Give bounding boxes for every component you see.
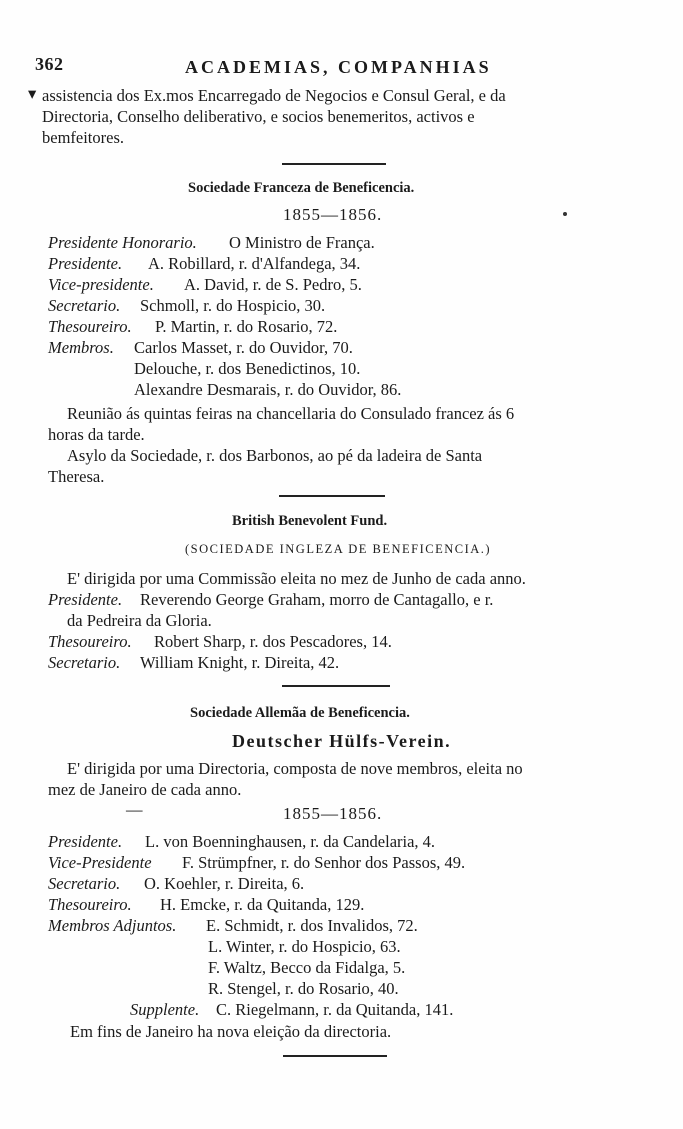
role-label: Membros Adjuntos. <box>48 916 177 935</box>
paragraph-line: Theresa. <box>48 467 105 486</box>
paragraph-line: E' dirigida por uma Commissão eleita no mez de Junho de cada anno. <box>67 569 526 588</box>
section-title-allemaa: Sociedade Allemãa de Beneficencia. <box>190 705 410 721</box>
entry-text: L. von Boenninghausen, r. da Candelaria, 4. <box>145 832 436 851</box>
section-title-british: British Benevolent Fund. <box>232 513 388 529</box>
role-label: Thesoureiro. <box>48 317 132 336</box>
section-years: 1855—1856. <box>283 804 383 823</box>
role-label: Membros. <box>48 338 114 357</box>
section-divider <box>282 685 390 687</box>
entry-text: A. David, r. de S. Pedro, 5. <box>184 275 362 294</box>
member-line: F. Waltz, Becco da Fidalga, 5. <box>208 958 406 977</box>
paragraph-line: E' dirigida por uma Directoria, composta de nove membros, eleita no <box>67 759 523 778</box>
role-label: Vice-presidente. <box>48 275 154 294</box>
entry-text: Robert Sharp, r. dos Pescadores, 14. <box>154 632 392 651</box>
role-label: Thesoureiro. <box>48 632 132 651</box>
page-number: 362 <box>35 54 64 74</box>
entry-text: O Ministro de França. <box>229 233 375 252</box>
closing-line: Em fins de Janeiro ha nova eleição da directoria. <box>70 1022 392 1041</box>
entry-text: Reverendo George Graham, morro de Cantagallo, e r. <box>140 590 494 609</box>
section-divider <box>282 163 386 165</box>
ink-dot <box>563 212 567 216</box>
role-label: Presidente Honorario. <box>48 233 197 252</box>
german-title: Deutscher Hülfs-Verein. <box>232 731 452 751</box>
entry-text: William Knight, r. Direita, 42. <box>140 653 340 672</box>
role-label: Secretario. <box>48 296 121 315</box>
paragraph-line: mez de Janeiro de cada anno. <box>48 780 242 799</box>
entry-text-cont: da Pedreira da Gloria. <box>67 611 212 630</box>
entry-text: H. Emcke, r. da Quitanda, 129. <box>160 895 365 914</box>
role-label: Secretario. <box>48 653 121 672</box>
member-line: Alexandre Desmarais, r. do Ouvidor, 86. <box>134 380 402 399</box>
member-line: L. Winter, r. do Hospicio, 63. <box>208 937 401 956</box>
paragraph-line: Reunião ás quintas feiras na chancellaria do Consulado francez ás 6 <box>67 404 515 423</box>
entry-text: P. Martin, r. do Rosario, 72. <box>155 317 338 336</box>
paragraph-line: Asylo da Sociedade, r. dos Barbonos, ao pé da ladeira de Santa <box>67 446 483 465</box>
entry-text: E. Schmidt, r. dos Invalidos, 72. <box>206 916 418 935</box>
section-subtitle: (SOCIEDADE INGLEZA DE BENEFICENCIA.) <box>185 542 492 556</box>
section-divider <box>279 495 385 497</box>
role-label: Presidente. <box>48 590 123 609</box>
role-label: Presidente. <box>48 832 123 851</box>
running-title: ACADEMIAS, COMPANHIAS <box>185 57 492 77</box>
member-line: Delouche, r. dos Benedictinos, 10. <box>134 359 361 378</box>
entry-text: C. Riegelmann, r. da Quitanda, 141. <box>216 1000 454 1019</box>
role-label: Supplente. <box>130 1000 200 1019</box>
entry-text: O. Koehler, r. Direita, 6. <box>144 874 305 893</box>
intro-line-1: assistencia dos Ex.mos Encarregado de Negocios e Consul Geral, e da <box>42 86 506 105</box>
paragraph-line: horas da tarde. <box>48 425 145 444</box>
entry-text: Carlos Masset, r. do Ouvidor, 70. <box>134 338 353 357</box>
role-label: Vice-Presidente <box>48 853 152 872</box>
section-divider <box>283 1055 387 1057</box>
entry-text: F. Strümpfner, r. do Senhor dos Passos, 49. <box>182 853 466 872</box>
entry-text: A. Robillard, r. d'Alfandega, 34. <box>148 254 361 273</box>
intro-line-3: bemfeitores. <box>42 128 125 147</box>
bullet-mark: ▾ <box>28 84 37 103</box>
member-line: R. Stengel, r. do Rosario, 40. <box>208 979 399 998</box>
entry-text: Schmoll, r. do Hospicio, 30. <box>140 296 326 315</box>
role-label: Presidente. <box>48 254 123 273</box>
section-years: 1855—1856. <box>283 205 383 224</box>
role-label: Thesoureiro. <box>48 895 132 914</box>
section-title-franceza: Sociedade Franceza de Beneficencia. <box>188 180 415 196</box>
dash-mark: — <box>126 800 143 819</box>
intro-line-2: Directoria, Conselho deliberativo, e socios benemeritos, activos e <box>42 107 475 126</box>
role-label: Secretario. <box>48 874 121 893</box>
